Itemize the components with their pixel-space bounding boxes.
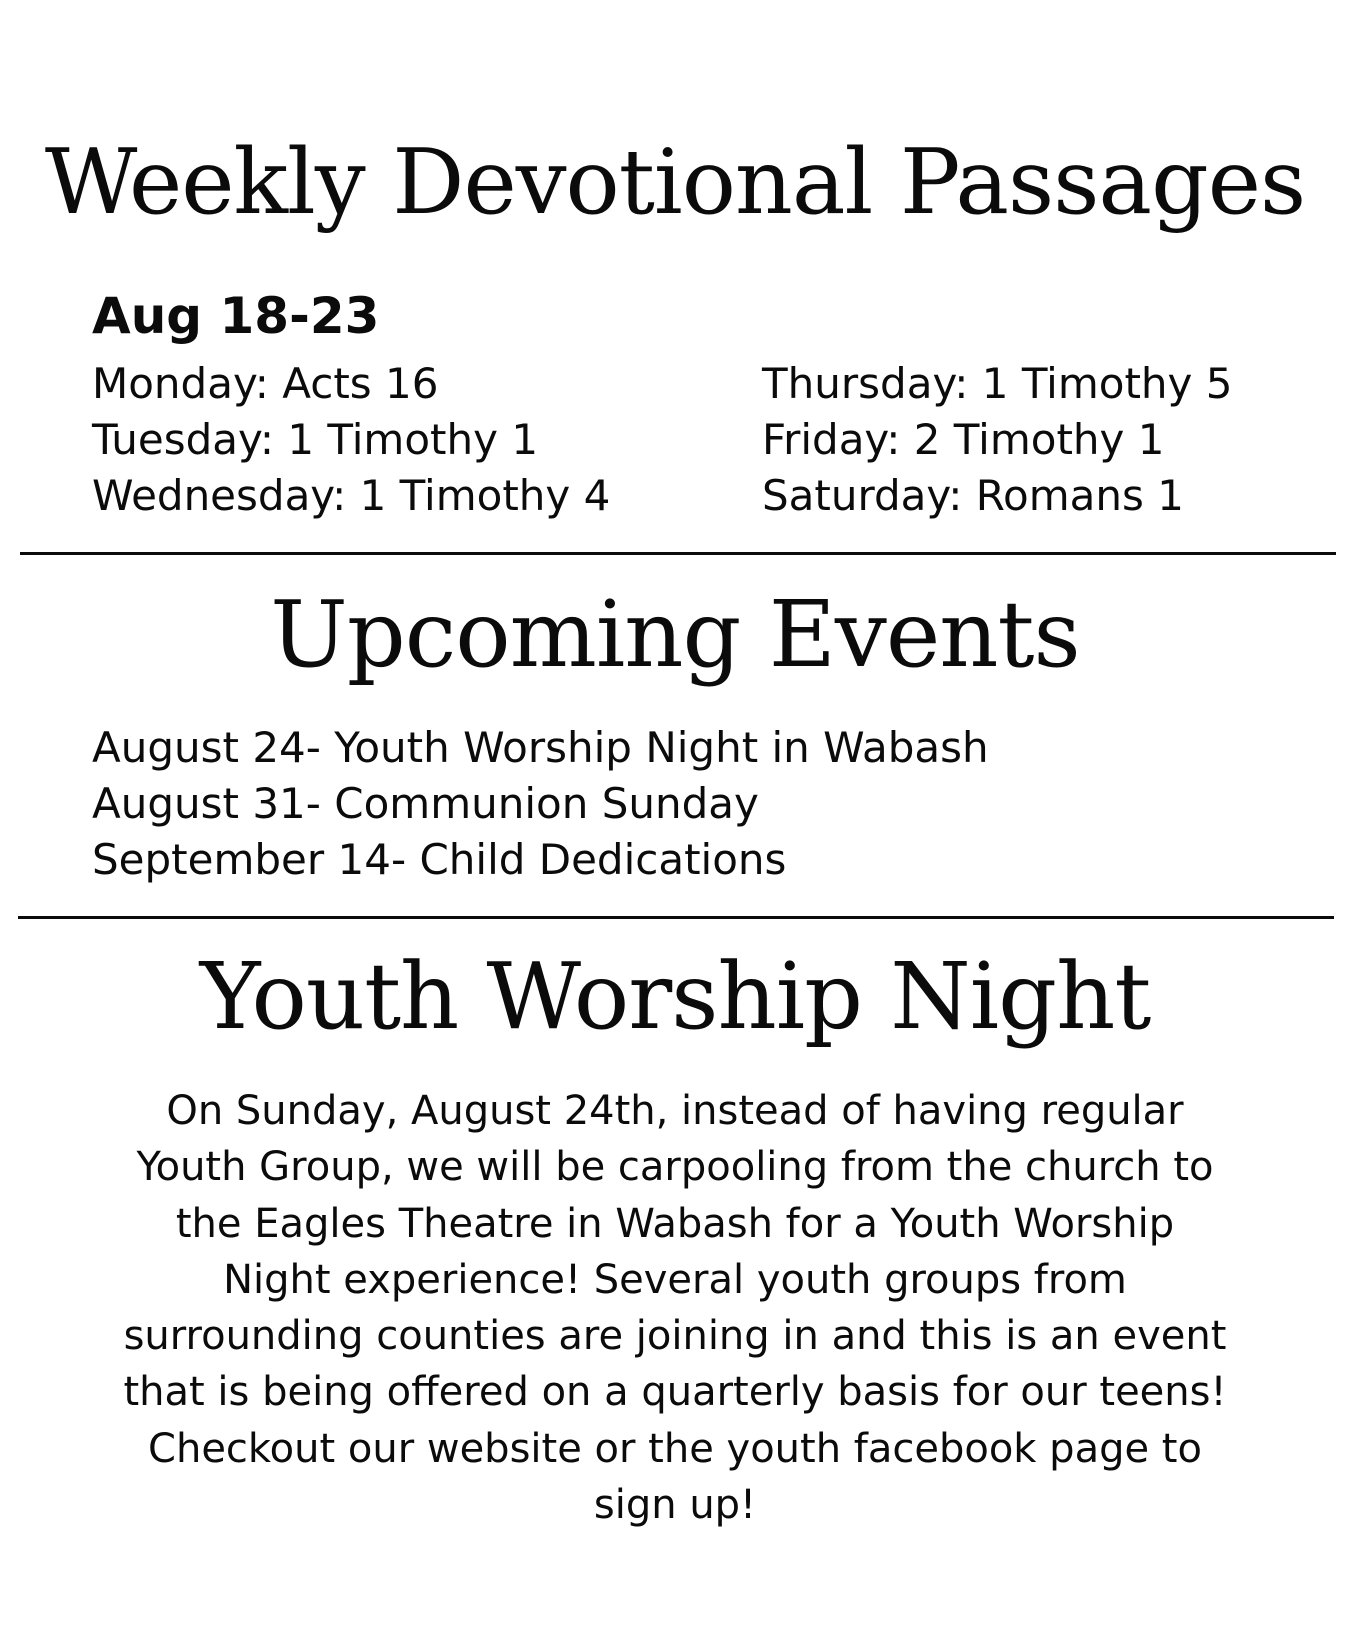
description-line: Youth Group, we will be carpooling from the church to — [136, 1144, 1214, 1191]
events-title: Upcoming Events — [270, 581, 1080, 688]
events-list — [92, 720, 989, 888]
devotional-days-right — [762, 356, 1232, 524]
devotional-days-left — [92, 356, 610, 524]
devotional-day-tuesday: Tuesday: 1 Timothy 1 — [92, 415, 539, 464]
event-item: August 24- Youth Worship Night in Wabash — [92, 723, 989, 772]
event-item: September 14- Child Dedications — [92, 835, 787, 884]
youth-night-description — [40, 1083, 1310, 1533]
week-range: Aug 18-23 — [92, 287, 380, 345]
devotional-day-friday: Friday: 2 Timothy 1 — [762, 415, 1165, 464]
description-line: surrounding counties are joining in and this is an event — [123, 1313, 1227, 1360]
youth-night-title: Youth Worship Night — [199, 943, 1151, 1050]
description-line: that is being offered on a quarterly basis for our teens! — [123, 1369, 1227, 1416]
description-line: Night experience! Several youth groups from — [223, 1256, 1127, 1303]
description-line: Checkout our website or the youth facebook page to — [148, 1425, 1202, 1472]
devotional-day-wednesday: Wednesday: 1 Timothy 4 — [92, 471, 611, 520]
devotional-title: Weekly Devotional Passages — [44, 130, 1306, 235]
devotional-day-thursday: Thursday: 1 Timothy 5 — [762, 359, 1233, 408]
devotional-day-monday: Monday: Acts 16 — [92, 359, 439, 408]
description-line: On Sunday, August 24th, instead of having regular — [166, 1088, 1184, 1134]
devotional-day-saturday: Saturday: Romans 1 — [762, 471, 1184, 520]
description-line: sign up! — [593, 1482, 757, 1529]
event-item: August 31- Communion Sunday — [92, 779, 759, 828]
section-divider — [20, 552, 1336, 555]
section-divider — [18, 916, 1334, 919]
description-line: the Eagles Theatre in Wabash for a Youth Worship — [175, 1200, 1175, 1247]
